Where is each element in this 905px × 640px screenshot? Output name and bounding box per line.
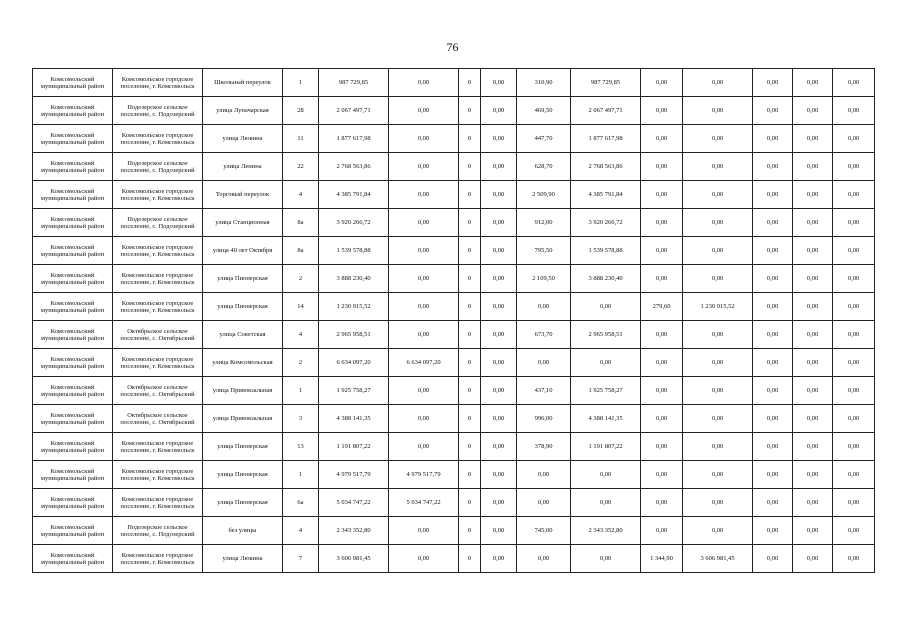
table-cell: 0,00 xyxy=(481,125,517,153)
table-cell: 0,00 xyxy=(481,293,517,321)
table-cell: 0,00 xyxy=(793,69,833,97)
table-cell: 0,00 xyxy=(833,321,875,349)
table-cell: 0,00 xyxy=(641,125,683,153)
table-cell: улица Привокзальная xyxy=(203,405,283,433)
table-cell: 0 xyxy=(459,489,481,517)
table-cell: 0,00 xyxy=(571,489,641,517)
table-cell: 0,00 xyxy=(833,489,875,517)
table-cell: Комсомольский муниципальный район xyxy=(33,517,113,545)
table-row xyxy=(33,433,875,461)
table-cell: 0,00 xyxy=(753,153,793,181)
table-cell: Подозерское сельское поселение, с. Подозерский xyxy=(113,517,203,545)
table-cell: 0,00 xyxy=(481,545,517,573)
table-cell: 0,00 xyxy=(833,209,875,237)
table-cell: 14 xyxy=(283,293,319,321)
table-cell: 0,00 xyxy=(389,433,459,461)
table-cell: Октябрьское сельское поселение, с. Октябрьский xyxy=(113,377,203,405)
table-cell: 0,00 xyxy=(389,237,459,265)
table-cell: 13 xyxy=(283,433,319,461)
table-row xyxy=(33,153,875,181)
table-cell: 0,00 xyxy=(517,349,571,377)
table-cell: 0,00 xyxy=(683,489,753,517)
table-cell: 0,00 xyxy=(481,461,517,489)
table-cell: 0,00 xyxy=(833,545,875,573)
table-cell: 0,00 xyxy=(793,237,833,265)
table-cell: Комсомольский муниципальный район xyxy=(33,461,113,489)
table-cell: Комсомольский муниципальный район xyxy=(33,237,113,265)
table-cell: 2 965 958,51 xyxy=(571,321,641,349)
table-cell: 0,00 xyxy=(833,293,875,321)
table-cell: 0 xyxy=(459,377,481,405)
table-cell: 4 385 791,84 xyxy=(571,181,641,209)
table-cell: 2 343 352,80 xyxy=(571,517,641,545)
table-cell: 0,00 xyxy=(753,461,793,489)
table-cell: улица Ленина xyxy=(203,153,283,181)
table-cell: Комсомольский муниципальный район xyxy=(33,405,113,433)
table-cell: 1 539 578,88 xyxy=(319,237,389,265)
table-cell: 996,00 xyxy=(517,405,571,433)
table-cell: 0 xyxy=(459,153,481,181)
table-cell: Торговый переулок xyxy=(203,181,283,209)
table-cell: 3 xyxy=(283,405,319,433)
table-row xyxy=(33,517,875,545)
table-cell: 0,00 xyxy=(793,321,833,349)
table-cell: 0,00 xyxy=(683,181,753,209)
table-cell: Подозерское сельское поселение, с. Подозерский xyxy=(113,97,203,125)
table-cell: 0,00 xyxy=(793,405,833,433)
table-cell: 0,00 xyxy=(683,265,753,293)
table-cell: 2 768 563,86 xyxy=(571,153,641,181)
table-cell: Комсомольский муниципальный район xyxy=(33,293,113,321)
table-cell: улица Станционная xyxy=(203,209,283,237)
table-cell: 987 729,85 xyxy=(571,69,641,97)
table-cell: 0,00 xyxy=(389,293,459,321)
table-cell: 0,00 xyxy=(753,181,793,209)
table-cell: 0,00 xyxy=(793,349,833,377)
table-cell: 0,00 xyxy=(833,265,875,293)
table-cell: 1 230 915,52 xyxy=(319,293,389,321)
table-cell: 0,00 xyxy=(793,433,833,461)
table-cell: 1 877 617,98 xyxy=(571,125,641,153)
table-cell: 0,00 xyxy=(481,377,517,405)
table-cell: 0,00 xyxy=(389,97,459,125)
table-cell: 0 xyxy=(459,461,481,489)
table-cell: 0,00 xyxy=(481,405,517,433)
table-cell: 0,00 xyxy=(517,545,571,573)
table-cell: 1 xyxy=(283,377,319,405)
table-cell: Комсомольское городское поселение, г. Комсомольск xyxy=(113,545,203,573)
table-cell: улица Луначарская xyxy=(203,97,283,125)
table-cell: 0,00 xyxy=(389,377,459,405)
table-cell: 1 539 578,88 xyxy=(571,237,641,265)
table-cell: 11 xyxy=(283,125,319,153)
table-cell: 0,00 xyxy=(833,461,875,489)
table-cell: 2 509,90 xyxy=(517,181,571,209)
table-cell: 4 xyxy=(283,181,319,209)
table-cell: 2 768 563,86 xyxy=(319,153,389,181)
table-row xyxy=(33,461,875,489)
table-cell: 2 067 497,71 xyxy=(319,97,389,125)
table-cell: 0,00 xyxy=(833,237,875,265)
table-cell: 0,00 xyxy=(833,517,875,545)
table-cell: 6 634 097,20 xyxy=(319,349,389,377)
table-cell: 0,00 xyxy=(683,69,753,97)
table-cell: 1 230 915,52 xyxy=(683,293,753,321)
table-cell: улица Пионерская xyxy=(203,433,283,461)
table-cell: 0,00 xyxy=(753,209,793,237)
table-cell: 0,00 xyxy=(641,321,683,349)
table-cell: 0,00 xyxy=(793,489,833,517)
table-cell: 0,00 xyxy=(571,461,641,489)
table-cell: 0,00 xyxy=(683,349,753,377)
table-cell: улица Пионерская xyxy=(203,293,283,321)
table-cell: 745,00 xyxy=(517,517,571,545)
table-cell: 1 925 758,27 xyxy=(571,377,641,405)
table-cell: 2 965 958,51 xyxy=(319,321,389,349)
table-cell: 0 xyxy=(459,349,481,377)
table-cell: 3 888 230,40 xyxy=(319,265,389,293)
table-row xyxy=(33,237,875,265)
table-cell: 0,00 xyxy=(753,125,793,153)
table-cell: 0,00 xyxy=(683,377,753,405)
table-cell: 0,00 xyxy=(481,517,517,545)
table-cell: Комсомольский муниципальный район xyxy=(33,69,113,97)
table-cell: Школьный переулок xyxy=(203,69,283,97)
table-cell: 1 191 807,22 xyxy=(571,433,641,461)
table-cell: 1 877 617,98 xyxy=(319,125,389,153)
table-cell: 0 xyxy=(459,125,481,153)
table-cell: 0,00 xyxy=(753,489,793,517)
table-cell: улица Пионерская xyxy=(203,461,283,489)
table-cell: 310,90 xyxy=(517,69,571,97)
table-cell: 8а xyxy=(283,237,319,265)
table-cell: 0,00 xyxy=(641,97,683,125)
table-cell: 0,00 xyxy=(481,237,517,265)
table-cell: Комсомольский муниципальный район xyxy=(33,377,113,405)
table-row xyxy=(33,349,875,377)
table-cell: 3 606 981,45 xyxy=(319,545,389,573)
table-cell: Подозерское сельское поселение, с. Подозерский xyxy=(113,209,203,237)
table-cell: 0,00 xyxy=(793,377,833,405)
table-cell: 0,00 xyxy=(833,125,875,153)
table-cell: 0,00 xyxy=(641,265,683,293)
table-cell: 0,00 xyxy=(641,181,683,209)
table-cell: 0,00 xyxy=(481,153,517,181)
table-cell: 3 920 266,72 xyxy=(571,209,641,237)
table-cell: 0,00 xyxy=(683,153,753,181)
table-row xyxy=(33,545,875,573)
table-cell: Комсомольское городское поселение, г. Комсомольск xyxy=(113,265,203,293)
table-cell: улица Люкина xyxy=(203,125,283,153)
table-cell: 4 388 141,35 xyxy=(319,405,389,433)
table-cell: 0,00 xyxy=(641,209,683,237)
table-cell: 0,00 xyxy=(389,517,459,545)
table-cell: Комсомольский муниципальный район xyxy=(33,209,113,237)
table-cell: 987 729,85 xyxy=(319,69,389,97)
table-row xyxy=(33,125,875,153)
table-cell: 0,00 xyxy=(481,69,517,97)
table-cell: 2 067 497,71 xyxy=(571,97,641,125)
table-cell: 6 634 097,20 xyxy=(389,349,459,377)
table-row xyxy=(33,405,875,433)
table-cell: 22 xyxy=(283,153,319,181)
table-cell: 0,00 xyxy=(571,349,641,377)
table-cell: 0,00 xyxy=(793,97,833,125)
table-cell: 1 925 758,27 xyxy=(319,377,389,405)
table-row xyxy=(33,321,875,349)
table-cell: 0,00 xyxy=(793,293,833,321)
table-row xyxy=(33,377,875,405)
table-cell: Комсомольский муниципальный район xyxy=(33,181,113,209)
table-cell: Комсомольский муниципальный район xyxy=(33,321,113,349)
table-cell: 0,00 xyxy=(389,405,459,433)
table-cell: 4 xyxy=(283,517,319,545)
table-cell: 0,00 xyxy=(641,153,683,181)
table-cell: 2 xyxy=(283,265,319,293)
table-cell: Комсомольский муниципальный район xyxy=(33,349,113,377)
table-cell: Комсомольский муниципальный район xyxy=(33,433,113,461)
table-row xyxy=(33,97,875,125)
table-cell: 0,00 xyxy=(481,97,517,125)
table-cell: 0,00 xyxy=(683,209,753,237)
table-cell: 447,70 xyxy=(517,125,571,153)
table-cell: 0,00 xyxy=(793,125,833,153)
table-cell: Комсомольское городское поселение, г. Комсомольск xyxy=(113,461,203,489)
table-cell: 0,00 xyxy=(833,181,875,209)
table-cell: Комсомольский муниципальный район xyxy=(33,125,113,153)
table-cell: улица Привокзальная xyxy=(203,377,283,405)
table-cell: 0,00 xyxy=(753,377,793,405)
table-cell: 0,00 xyxy=(517,293,571,321)
table-cell: 1 xyxy=(283,69,319,97)
table-cell: 0,00 xyxy=(833,433,875,461)
table-cell: Комсомольский муниципальный район xyxy=(33,97,113,125)
table-cell: 0,00 xyxy=(683,321,753,349)
table-cell: 0,00 xyxy=(793,517,833,545)
table-cell: 0,00 xyxy=(481,349,517,377)
table-cell: 0,00 xyxy=(683,405,753,433)
table-cell: 5 034 747,22 xyxy=(319,489,389,517)
table-cell: 0,00 xyxy=(389,321,459,349)
table-cell: 795,50 xyxy=(517,237,571,265)
table-cell: 28 xyxy=(283,97,319,125)
table-cell: 0,00 xyxy=(641,461,683,489)
table-cell: 0 xyxy=(459,237,481,265)
table-cell: 0,00 xyxy=(793,265,833,293)
table-cell: 0,00 xyxy=(641,237,683,265)
table-cell: 0 xyxy=(459,433,481,461)
table-cell: Подозерское сельское поселение, с. Подозерский xyxy=(113,153,203,181)
table-cell: 0,00 xyxy=(571,545,641,573)
table-cell: 0,00 xyxy=(793,153,833,181)
table-cell: Комсомольское городское поселение, г. Комсомольск xyxy=(113,237,203,265)
table-cell: улица Люкина xyxy=(203,545,283,573)
table-cell: 0,00 xyxy=(481,209,517,237)
table-cell: 437,10 xyxy=(517,377,571,405)
table-cell: 0 xyxy=(459,97,481,125)
table-cell: 0,00 xyxy=(683,517,753,545)
table-cell: 0,00 xyxy=(753,69,793,97)
table-cell: 279,60 xyxy=(641,293,683,321)
table-cell: 0,00 xyxy=(833,153,875,181)
table-cell: 0,00 xyxy=(753,349,793,377)
table-row xyxy=(33,489,875,517)
table-cell: 7 xyxy=(283,545,319,573)
table-row xyxy=(33,181,875,209)
table-cell: Комсомольский муниципальный район xyxy=(33,153,113,181)
table-row xyxy=(33,69,875,97)
table-cell: 0,00 xyxy=(641,377,683,405)
page-number: 76 xyxy=(446,40,459,54)
table-cell: 0,00 xyxy=(389,545,459,573)
table-cell: 1 344,90 xyxy=(641,545,683,573)
table-cell: Комсомольское городское поселение, г. Комсомольск xyxy=(113,125,203,153)
table-cell: улица Советская xyxy=(203,321,283,349)
table-cell: улица Пионерская xyxy=(203,265,283,293)
table-cell: Октябрьское сельское поселение, с. Октябрьский xyxy=(113,321,203,349)
table-cell: 0,00 xyxy=(389,265,459,293)
table-cell: 0,00 xyxy=(389,69,459,97)
table-cell: 4 979 517,79 xyxy=(389,461,459,489)
table-cell: 0,00 xyxy=(481,265,517,293)
table-row xyxy=(33,293,875,321)
table-cell: 378,90 xyxy=(517,433,571,461)
table-cell: 0 xyxy=(459,293,481,321)
table-cell: 0,00 xyxy=(793,545,833,573)
table-cell: 0,00 xyxy=(641,405,683,433)
table-cell: 0 xyxy=(459,405,481,433)
table-cell: 0,00 xyxy=(683,433,753,461)
table-cell: 0,00 xyxy=(389,181,459,209)
table-cell: 3 920 266,72 xyxy=(319,209,389,237)
table-cell: 0,00 xyxy=(793,209,833,237)
table-cell: 0,00 xyxy=(753,517,793,545)
table-cell: 673,70 xyxy=(517,321,571,349)
table-cell: 0,00 xyxy=(753,265,793,293)
table-cell: 0,00 xyxy=(753,405,793,433)
table-cell: 0,00 xyxy=(481,433,517,461)
table-cell: Октябрьское сельское поселение, с. Октябрьский xyxy=(113,405,203,433)
table-cell: 4 979 517,79 xyxy=(319,461,389,489)
table-cell: 2 109,50 xyxy=(517,265,571,293)
table-cell: 0,00 xyxy=(641,69,683,97)
table-row xyxy=(33,209,875,237)
table-cell: 0,00 xyxy=(571,293,641,321)
data-table xyxy=(32,68,875,573)
table-cell: 0,00 xyxy=(833,349,875,377)
table-cell: улица 40 лет Октября xyxy=(203,237,283,265)
table-cell: 0,00 xyxy=(753,433,793,461)
table-cell: 0,00 xyxy=(753,545,793,573)
table-cell: 469,50 xyxy=(517,97,571,125)
table-cell: 0 xyxy=(459,545,481,573)
table-cell: 0,00 xyxy=(389,153,459,181)
table-cell: 6а xyxy=(283,489,319,517)
table-cell: 0,00 xyxy=(641,433,683,461)
table-cell: 0,00 xyxy=(683,97,753,125)
table-cell: 0,00 xyxy=(481,489,517,517)
table-cell: 0,00 xyxy=(389,125,459,153)
table-cell: 1 191 807,22 xyxy=(319,433,389,461)
table-cell: Комсомольское городское поселение, г. Комсомольск xyxy=(113,293,203,321)
table-row xyxy=(33,265,875,293)
table-cell: улица Пионерская xyxy=(203,489,283,517)
table-cell: Комсомольский муниципальный район xyxy=(33,545,113,573)
table-cell: 0,00 xyxy=(833,405,875,433)
table-cell: улица Комсомольская xyxy=(203,349,283,377)
table-cell: Комсомольское городское поселение, г. Комсомольск xyxy=(113,489,203,517)
table-cell: 0,00 xyxy=(389,209,459,237)
table-cell: 4 388 141,35 xyxy=(571,405,641,433)
table-cell: Комсомольское городское поселение, г. Комсомольск xyxy=(113,181,203,209)
table-cell: Комсомольское городское поселение, г. Комсомольск xyxy=(113,349,203,377)
table-cell: 912,00 xyxy=(517,209,571,237)
table-cell: 0 xyxy=(459,181,481,209)
table-cell: 0 xyxy=(459,321,481,349)
table-cell: 0,00 xyxy=(641,517,683,545)
table-cell: 3 888 230,40 xyxy=(571,265,641,293)
table-cell: 0,00 xyxy=(683,237,753,265)
table-cell: 0 xyxy=(459,517,481,545)
table-cell: 0,00 xyxy=(833,377,875,405)
table-cell: Комсомольское городское поселение, г. Комсомольск xyxy=(113,433,203,461)
table-cell: 0 xyxy=(459,209,481,237)
table-cell: 0,00 xyxy=(683,125,753,153)
table-cell: 0,00 xyxy=(793,461,833,489)
table-cell: 0,00 xyxy=(753,237,793,265)
table-cell: 0,00 xyxy=(481,321,517,349)
table-cell: 3 606 981,45 xyxy=(683,545,753,573)
table-cell: 8а xyxy=(283,209,319,237)
table-cell: 2 343 352,80 xyxy=(319,517,389,545)
table-cell: 0,00 xyxy=(753,293,793,321)
table-cell: 0,00 xyxy=(517,461,571,489)
table-cell: 4 385 791,84 xyxy=(319,181,389,209)
table-cell: 0 xyxy=(459,69,481,97)
table-cell: 0,00 xyxy=(481,181,517,209)
table-cell: 0,00 xyxy=(753,97,793,125)
table-cell: Комсомольский муниципальный район xyxy=(33,489,113,517)
table-cell: 628,70 xyxy=(517,153,571,181)
table-cell: 0,00 xyxy=(641,349,683,377)
table-cell: 4 xyxy=(283,321,319,349)
table-cell: без улицы xyxy=(203,517,283,545)
table-cell: Комсомольское городское поселение, г. Комсомольск xyxy=(113,69,203,97)
table-cell: 0,00 xyxy=(833,97,875,125)
table-cell: 0,00 xyxy=(833,69,875,97)
table-cell: 1 xyxy=(283,461,319,489)
table-cell: 0,00 xyxy=(517,489,571,517)
table-cell: 0,00 xyxy=(683,461,753,489)
table-cell: 5 034 747,22 xyxy=(389,489,459,517)
table-cell: 0 xyxy=(459,265,481,293)
table-cell: 2 xyxy=(283,349,319,377)
table-cell: Комсомольский муниципальный район xyxy=(33,265,113,293)
table-cell: 0,00 xyxy=(753,321,793,349)
table-cell: 0,00 xyxy=(641,489,683,517)
table-cell: 0,00 xyxy=(793,181,833,209)
